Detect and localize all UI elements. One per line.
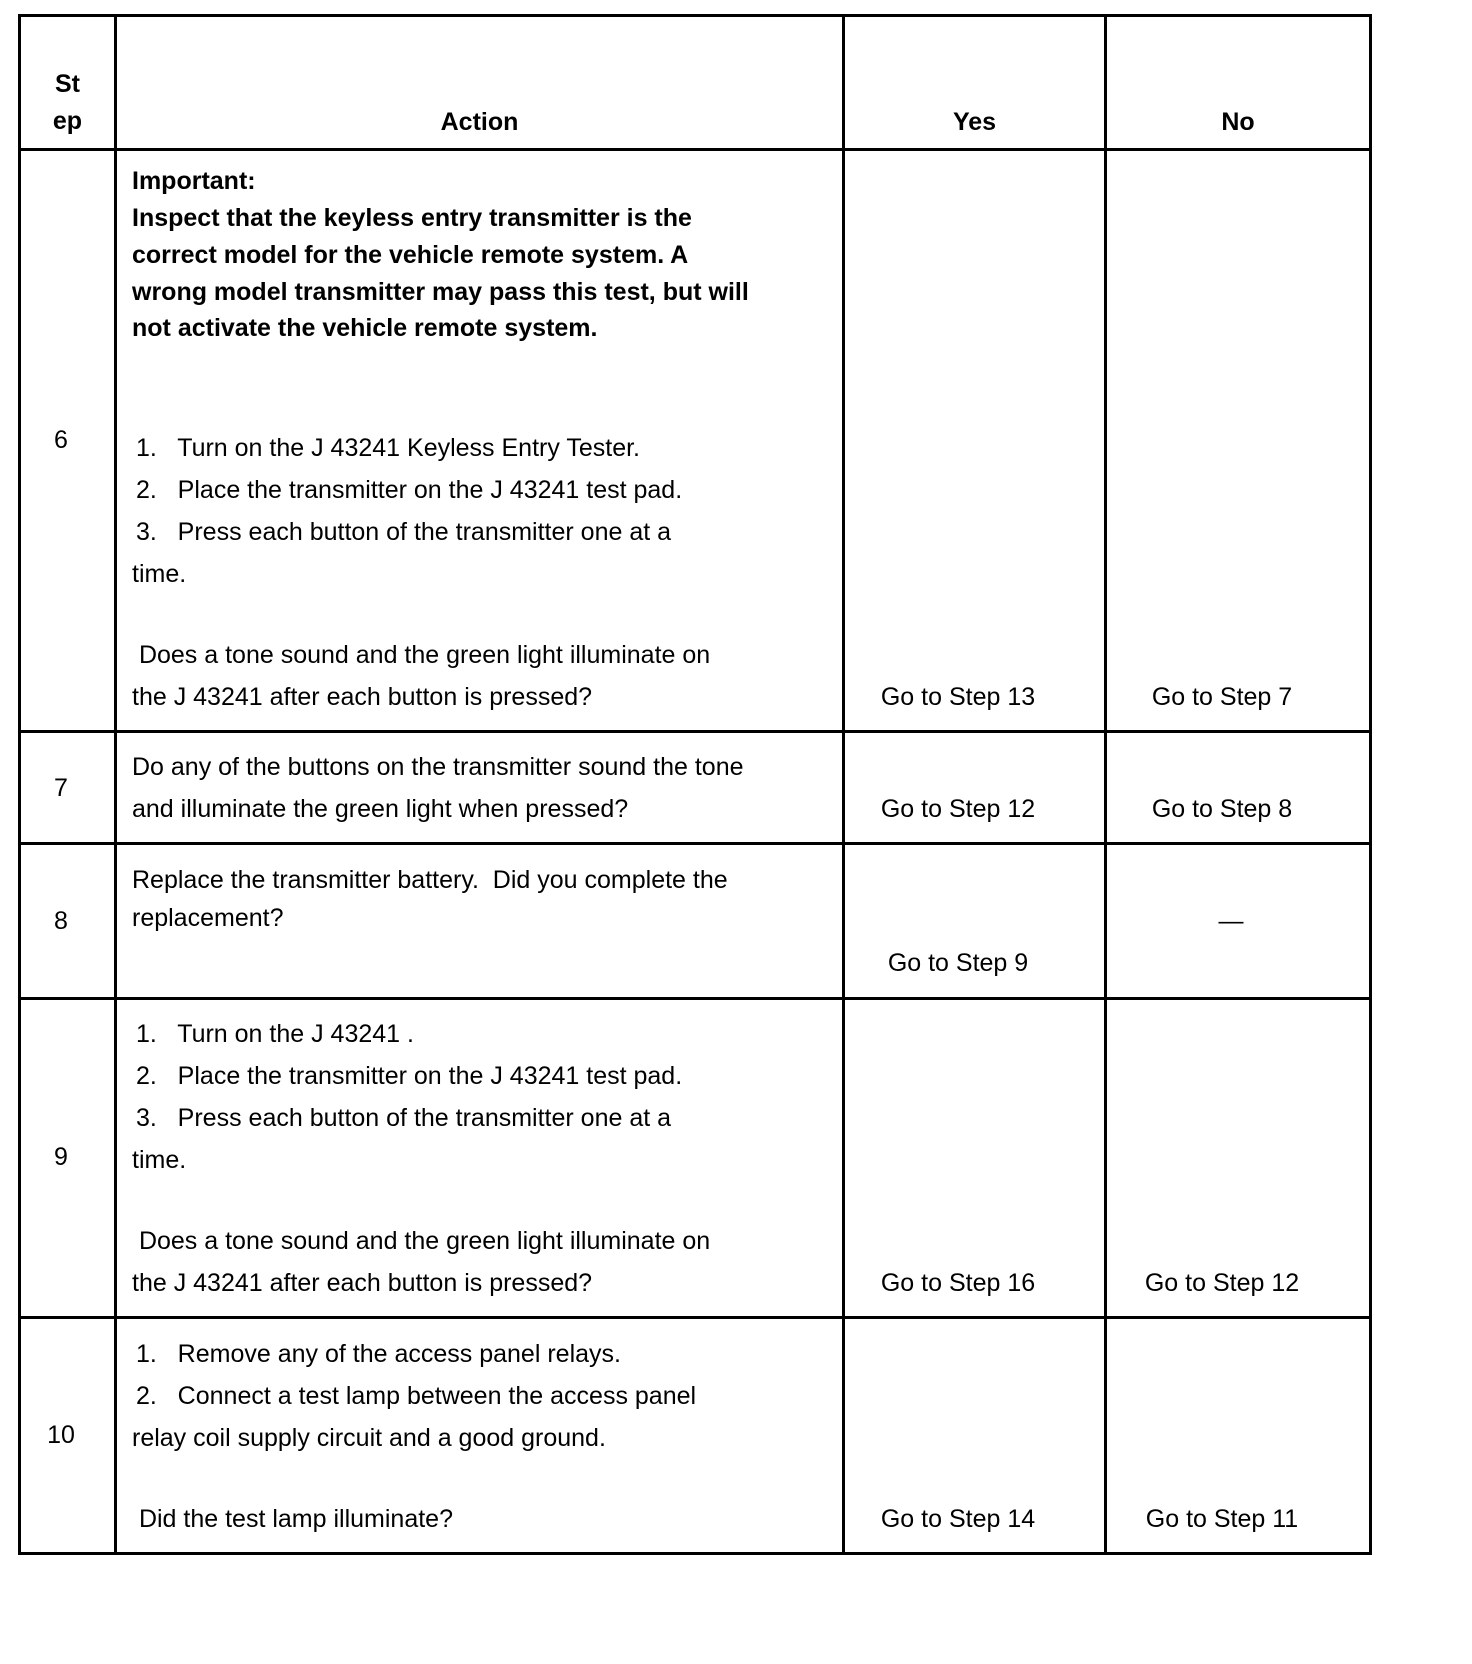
row-divider — [18, 1316, 1372, 1319]
question-text: and illuminate the green light when pressed? — [132, 795, 629, 823]
header-step-line2: ep — [52, 107, 83, 135]
yes-link: Go to Step 13 — [880, 683, 1036, 711]
important-text: wrong model transmitter may pass this test, but will — [132, 278, 749, 306]
header-step — [21, 66, 114, 140]
table-border-top — [18, 14, 1372, 17]
instruction-item-continuation: time. — [132, 560, 187, 588]
column-divider — [842, 14, 845, 1555]
step-number: 8 — [54, 907, 68, 935]
question-text: Do any of the buttons on the transmitter sound the tone — [132, 753, 744, 781]
instruction-item: 2. Place the transmitter on the J 43241 test pad. — [136, 476, 683, 504]
instruction-item-continuation: time. — [132, 1146, 187, 1174]
row-divider — [18, 997, 1372, 1000]
table-border-bottom — [18, 1552, 1372, 1555]
question-text: Did the test lamp illuminate? — [132, 1505, 453, 1533]
column-divider — [114, 14, 117, 1555]
instruction-item: 1. Turn on the J 43241 . — [136, 1020, 414, 1048]
important-text: correct model for the vehicle remote system. A — [132, 241, 689, 269]
yes-link: Go to Step 9 — [887, 949, 1029, 977]
instruction-item: 3. Press each button of the transmitter one at a — [136, 518, 672, 546]
question-text: the J 43241 after each button is pressed? — [132, 1269, 593, 1297]
instruction-item: 2. Connect a test lamp between the access panel — [136, 1382, 697, 1410]
no-link: Go to Step 12 — [1144, 1269, 1300, 1297]
instruction-item: 3. Press each button of the transmitter one at a — [136, 1104, 672, 1132]
yes-link: Go to Step 12 — [880, 795, 1036, 823]
row-divider — [18, 730, 1372, 733]
no-link: Go to Step 8 — [1151, 795, 1293, 823]
important-text: not activate the vehicle remote system. — [132, 314, 598, 342]
row-divider — [18, 842, 1372, 845]
no-link: Go to Step 7 — [1151, 683, 1293, 711]
step-number: 10 — [47, 1421, 75, 1449]
header-action: Action — [440, 108, 519, 136]
header-yes: Yes — [952, 108, 997, 136]
question-text: Does a tone sound and the green light illuminate on — [132, 641, 711, 669]
step-number: 6 — [54, 426, 68, 454]
question-text: the J 43241 after each button is pressed? — [132, 683, 593, 711]
no-link: — — [1218, 907, 1244, 935]
table-border-right — [1369, 14, 1372, 1555]
instruction-item: 2. Place the transmitter on the J 43241 test pad. — [136, 1062, 683, 1090]
header-step-line1: St — [55, 70, 80, 98]
instruction-item-continuation: relay coil supply circuit and a good ground. — [132, 1424, 606, 1452]
column-divider — [1104, 14, 1107, 1555]
step-number: 7 — [54, 774, 68, 802]
question-text: Does a tone sound and the green light illuminate on — [132, 1227, 711, 1255]
question-text: Replace the transmitter battery. Did you complete the — [132, 866, 728, 894]
important-label: Important: — [132, 167, 256, 195]
header-divider — [18, 148, 1372, 151]
header-no: No — [1221, 108, 1255, 136]
instruction-item: 1. Turn on the J 43241 Keyless Entry Tester. — [136, 434, 640, 462]
yes-link: Go to Step 14 — [880, 1505, 1036, 1533]
yes-link: Go to Step 16 — [880, 1269, 1036, 1297]
question-text: replacement? — [132, 904, 284, 932]
instruction-item: 1. Remove any of the access panel relays. — [136, 1340, 621, 1368]
important-text: Inspect that the keyless entry transmitter is the — [132, 204, 692, 232]
step-number: 9 — [54, 1143, 68, 1171]
no-link: Go to Step 11 — [1145, 1505, 1299, 1533]
